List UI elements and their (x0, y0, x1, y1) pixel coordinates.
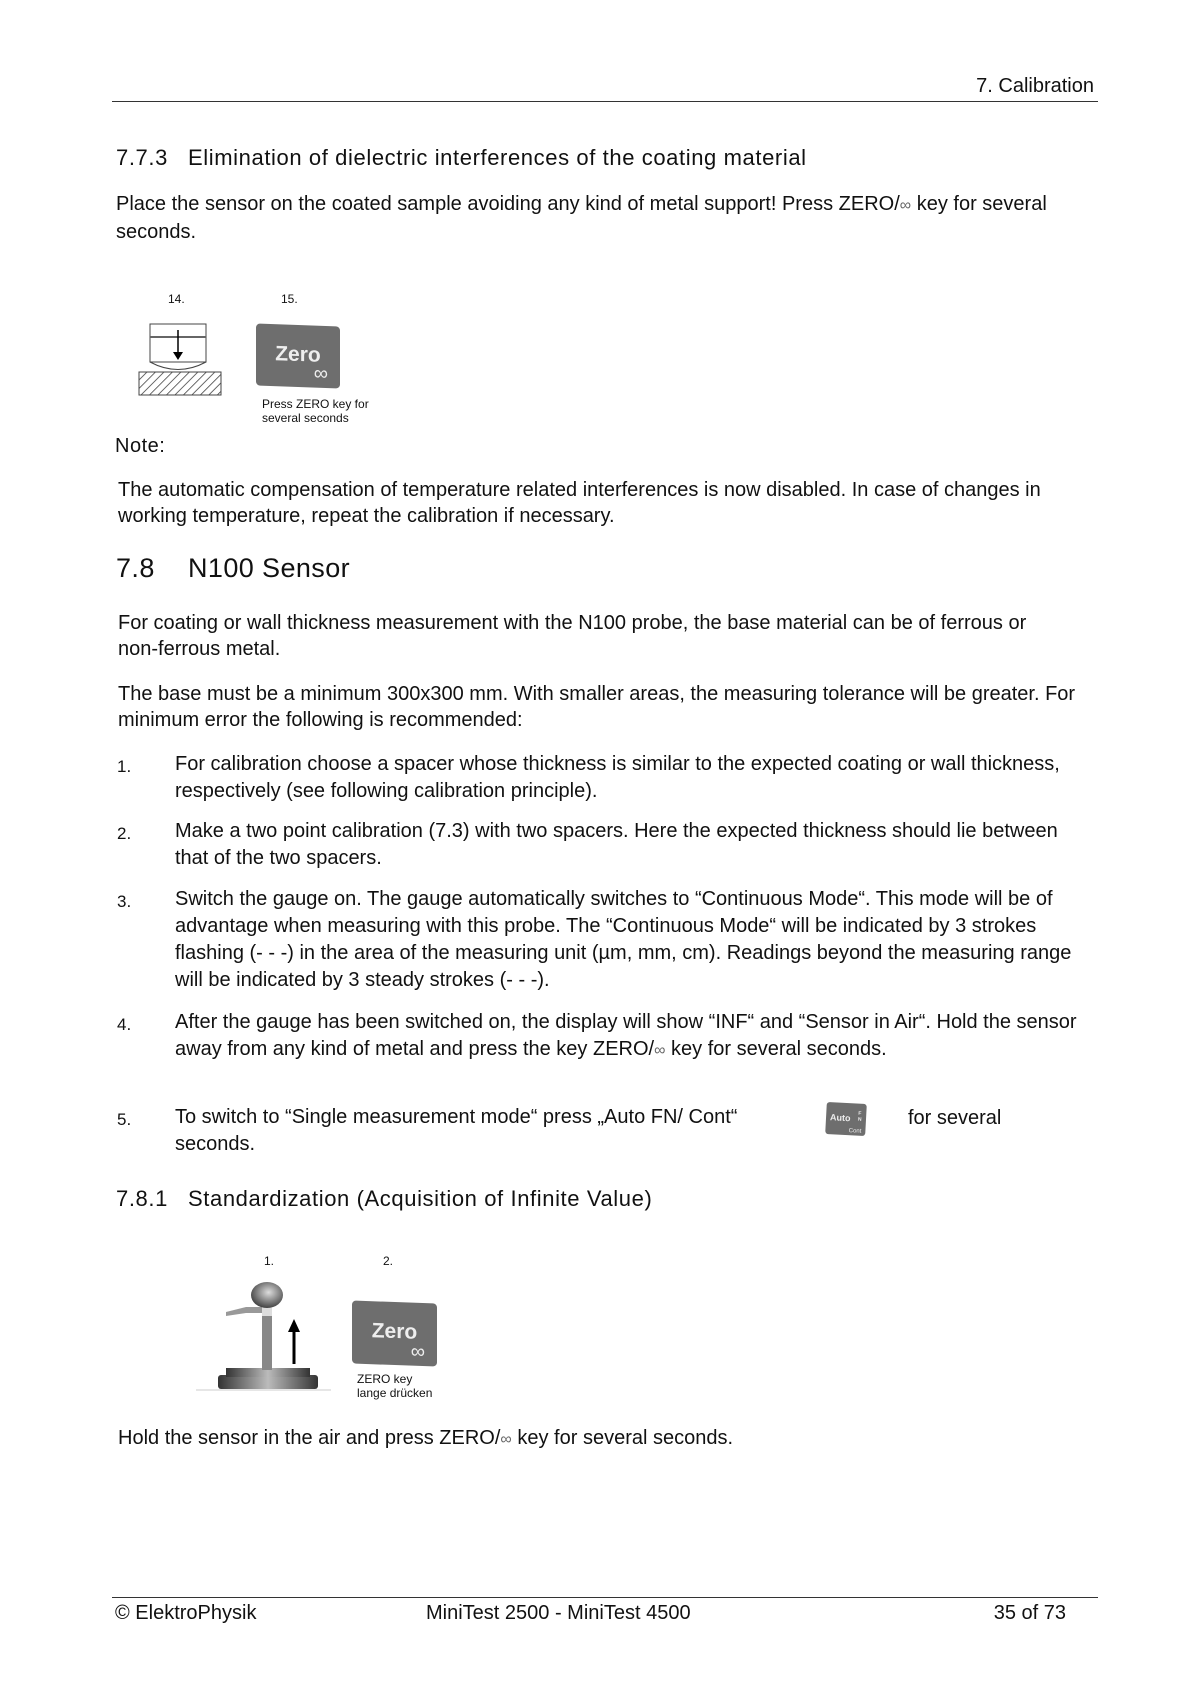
header-chapter: 7. Calibration (976, 75, 1094, 97)
figure-label-2: 2. (383, 1254, 394, 1268)
figure-caption (262, 397, 369, 425)
auto-fn-cont-key-icon (825, 1102, 867, 1136)
infinity-icon: ∞ (313, 362, 328, 386)
zero-key-icon (256, 324, 340, 389)
list-item (117, 751, 1077, 805)
footer-page-number: 35 of 73 (993, 1602, 1066, 1624)
paragraph-773-intro (116, 191, 1106, 245)
footer-product: MiniTest 2500 - MiniTest 4500 (426, 1602, 691, 1624)
list-text: For calibration choose a spacer whose thickness is similar to the expected coating or wall thickness, respectively (see following calibration principle). (175, 753, 1060, 802)
caption-line: Press ZERO key for (262, 397, 369, 411)
zero-key-icon (352, 1301, 437, 1367)
heading-number: 7.8 (116, 553, 155, 583)
figure-caption (357, 1372, 432, 1400)
list-number: 5. (117, 1110, 132, 1129)
key-sub: Cont (848, 1128, 862, 1135)
sensor-on-sample-icon (137, 322, 225, 398)
heading-number: 7.7.3 (116, 145, 168, 170)
figure-label-1: 1. (264, 1254, 275, 1268)
list-text: Make a two point calibration (7.3) with two spacers. Here the expected thickness should lie between that of the two spacers. (175, 820, 1058, 869)
heading-title: N100 Sensor (188, 553, 350, 583)
text: seconds. (175, 1133, 256, 1155)
key-label: Auto (829, 1112, 851, 1124)
list-number: 3. (117, 892, 132, 911)
infinity-icon: ∞ (899, 197, 912, 214)
heading-number: 7.8.1 (116, 1186, 168, 1211)
heading-title: Standardization (Acquisition of Infinite Value) (188, 1186, 653, 1211)
paragraph-78-1: For coating or wall thickness measurement with the N100 probe, the base material can be of ferrous or non-ferrous metal. (118, 612, 1027, 660)
figure-label-14: 14. (168, 292, 185, 306)
heading-title: Elimination of dielectric interferences of the coating material (188, 145, 807, 170)
note-label: Note: (115, 435, 166, 457)
text: After the gauge has been switched on, the display will show “INF“ and “Sensor in Air“. Hold the sensor away from any kind of metal and press the key ZERO/ (175, 1011, 1077, 1060)
paragraph-781 (118, 1425, 733, 1453)
heading-781 (116, 1186, 652, 1212)
list-item (117, 886, 1077, 994)
text: To switch to “Single measurement mode“ press „Auto FN/ Cont“ (175, 1106, 738, 1128)
heading-773 (116, 145, 807, 171)
key-sup: F N (857, 1110, 862, 1123)
for-several-text: for several (908, 1107, 1002, 1129)
text: key for several seconds. (116, 193, 1047, 243)
text: key for several seconds. (511, 1427, 734, 1449)
sensor-stand-icon (196, 1275, 331, 1395)
text: key for several seconds. (665, 1038, 887, 1060)
header-rule (112, 101, 1098, 102)
list-number: 1. (117, 757, 132, 776)
caption-line: ZERO key (357, 1372, 413, 1386)
list-text (175, 1009, 1077, 1064)
infinity-icon: ∞ (410, 1340, 425, 1364)
list-number: 2. (117, 824, 132, 843)
text: Hold the sensor in the air and press ZERO/ (118, 1427, 501, 1449)
footer-rule (112, 1597, 1098, 1598)
list-text: Switch the gauge on. The gauge automatically switches to “Continuous Mode“. This mode will be of advantage when measuring with this probe. The “Continuous Mode“ will be indicated by 3 strokes flashing (- - -) in the area of the measuring unit (µm, mm, cm). Readings beyond the measuring range will be indicated by 3 steady strokes (- - -). (175, 888, 1072, 991)
footer-copyright: © ElektroPhysik (115, 1602, 257, 1624)
caption-line: lange drücken (357, 1386, 433, 1400)
list-item (117, 818, 1077, 872)
figure-label-15: 15. (281, 292, 298, 306)
heading-78 (116, 553, 350, 584)
list-item (117, 1009, 1077, 1064)
paragraph-78-2: The base must be a minimum 300x300 mm. With smaller areas, the measuring tolerance will be greater. For minimum error the following is recommended: (118, 683, 1076, 731)
caption-line: several seconds (262, 411, 349, 425)
infinity-icon: ∞ (500, 1431, 512, 1448)
key-label: Zero (275, 342, 321, 367)
list-number: 4. (117, 1015, 132, 1034)
infinity-icon: ∞ (654, 1042, 666, 1059)
note-text: The automatic compensation of temperature related interferences is now disabled. In case of changes in working temperature, repeat the calibration if necessary. (118, 479, 1041, 527)
key-label: Zero (371, 1319, 418, 1344)
text: Place the sensor on the coated sample avoiding any kind of metal support! Press ZERO/ (116, 193, 900, 215)
